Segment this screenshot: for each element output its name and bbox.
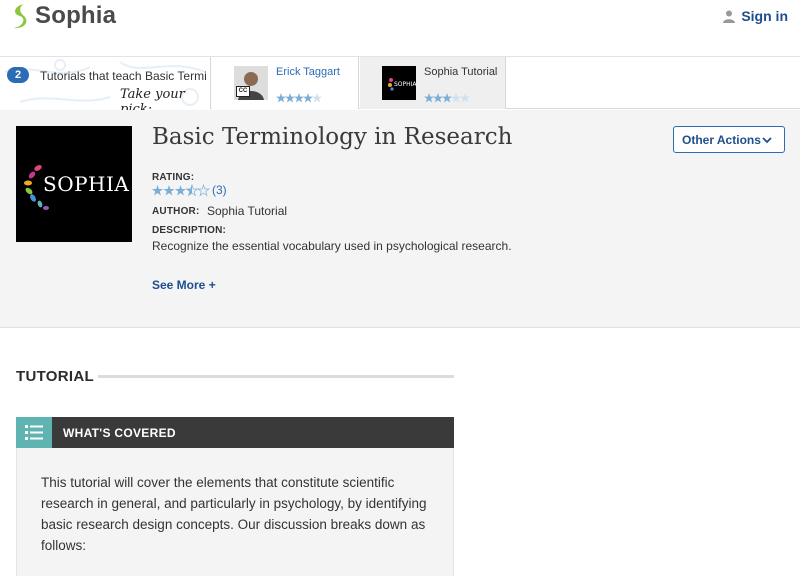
see-more-link[interactable]: See More +	[152, 278, 216, 292]
description-label: DESCRIPTION:	[152, 225, 227, 236]
rating-label: RATING:	[152, 172, 195, 183]
list-icon-box	[16, 417, 52, 448]
tutorial-picker-intro-text: Tutorials that teach Basic Termi	[40, 69, 207, 83]
author-label: AUTHOR:	[152, 206, 200, 217]
whats-covered-body	[16, 448, 454, 576]
section-divider	[98, 375, 454, 378]
tutorial-author-name: Erick Taggart	[276, 66, 340, 78]
closed-caption-icon: CC	[236, 86, 250, 97]
tutorial-info-panel	[0, 110, 800, 328]
rating-stars-icon	[152, 185, 210, 196]
brand-name: Sophia	[35, 2, 117, 29]
tutorial-title: Basic Terminology in Research	[152, 124, 513, 150]
whats-covered-text: This tutorial will cover the elements that constitute scientific research in general, and particularly in psychology, by identifying basic research design concepts. Our discussion breaks down as follows:	[41, 475, 427, 553]
tutorial-count-badge: 2	[7, 67, 29, 83]
tutorial-picker	[0, 57, 800, 109]
sign-in-label: Sign in	[741, 8, 788, 24]
person-icon	[723, 10, 735, 23]
author-value: Sophia Tutorial	[207, 204, 288, 218]
other-actions-label: Other Actions	[682, 132, 761, 147]
chevron-down-icon	[762, 137, 772, 144]
description-value: Recognize the essential vocabulary used in psychological research.	[152, 239, 512, 253]
tutorial-option-sophia-tutorial[interactable]	[360, 57, 506, 109]
sophia-logo[interactable]	[10, 2, 116, 30]
svg-text:SOPHIA: SOPHIA	[394, 81, 417, 88]
rating-stars-icon	[276, 93, 326, 103]
tutorial-thumbnail	[16, 126, 132, 242]
sophia-leaf-logo-icon	[10, 2, 32, 30]
thumbnail-brand-text: SOPHIA	[43, 172, 130, 196]
whats-covered-label: WHAT'S COVERED	[63, 426, 176, 440]
list-icon	[25, 425, 43, 440]
other-actions-dropdown[interactable]	[673, 126, 785, 153]
rating-row	[152, 183, 227, 197]
tutorial-picker-intro	[0, 57, 211, 109]
take-your-pick-text: Take your	[120, 87, 185, 102]
whats-covered-header	[16, 417, 454, 448]
tutorial-author-name: Sophia Tutorial	[424, 66, 498, 78]
rating-stars-icon	[424, 93, 474, 103]
rating-count-link[interactable]: (3)	[212, 183, 227, 197]
top-header	[0, 0, 800, 57]
tutorial-option-erick-taggart[interactable]	[212, 57, 359, 109]
avatar	[382, 66, 416, 100]
tutorial-section-heading: TUTORIAL	[16, 368, 94, 385]
sign-in-link[interactable]	[723, 8, 788, 24]
